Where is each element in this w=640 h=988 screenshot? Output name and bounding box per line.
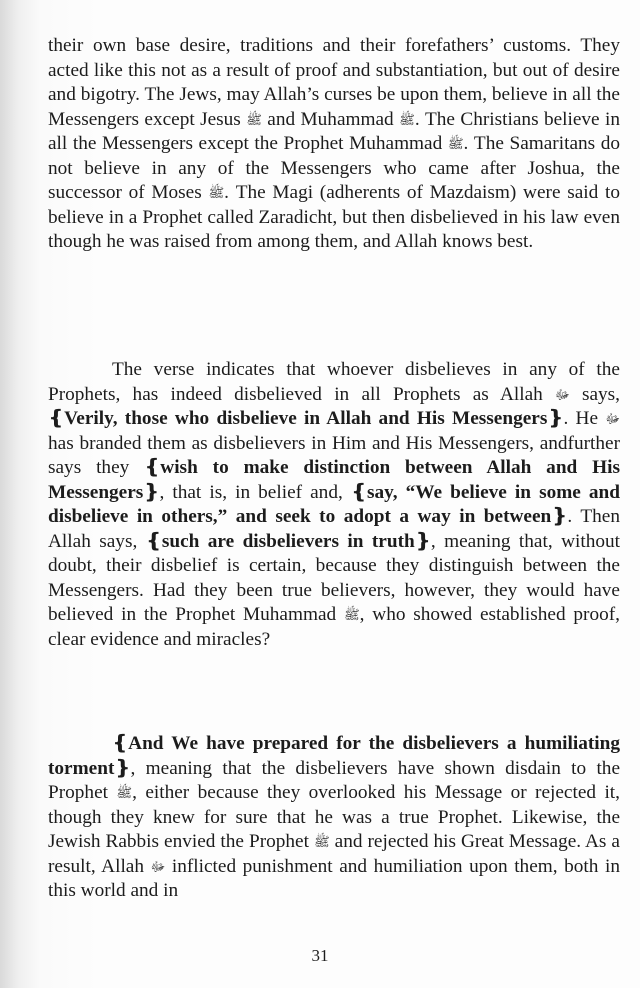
paragraph-1 [48, 34, 620, 255]
quran-verse-quote: ❴And We have prepared for the disbelievers a humiliating torment❵ [48, 733, 620, 779]
text-run: . The Samaritans do not believe in any of the Messengers who came after Joshua, the successor of Moses [48, 133, 620, 203]
honorific-glyph: ﷻ [150, 858, 166, 874]
text-run: . Then Allah says, [48, 506, 620, 552]
text-run: , that is, in belief and, [159, 481, 351, 503]
page-number: 31 [311, 946, 329, 965]
honorific-glyph: ﷺ [208, 185, 225, 200]
honorific-glyph: ﷻ [555, 386, 570, 402]
text-run: , either because they overlooked his Message or rejected it, though they knew for sure that he was a true Prophet. Likewise, the Jewish Rabbis envied the Prophet [48, 782, 620, 852]
text-run: says, [569, 383, 620, 405]
text-run: , who showed established proof, clear evidence and miracles? [48, 604, 620, 650]
honorific-glyph: ﷺ [246, 111, 262, 127]
text-run: and Muhammad [261, 108, 400, 130]
quran-verse-quote: ❴wish to make distinction between Allah and His Messengers❵ [48, 457, 620, 503]
quran-verse-quote: ❴Verily, those who disbelieve in Allah and His Messengers❵ [48, 408, 564, 429]
text-run: has branded them as disbelievers in Him and His Messengers, andfurther says they [48, 432, 620, 478]
text-run: , meaning that, without doubt, their disbelief is certain, because they distinguish between the Messengers. Had they been true believers, however, they would have believed in the Prophet Muhammad [48, 530, 620, 625]
text-run: . He [563, 408, 606, 429]
text-run: . The Magi (adherents of Mazdaism) were said to believe in a Prophet called Zaradicht, but then disbelieved in his law even though he was raised from among them, and Allah knows best. [48, 182, 620, 252]
honorific-glyph: ﷺ [313, 834, 330, 849]
paragraph-3 [48, 732, 620, 904]
text-run: The verse indicates that whoever disbelieves in any of the Prophets, has indeed disbelieved in all Prophets as Allah [48, 359, 620, 405]
honorific-glyph: ﷻ [605, 411, 620, 426]
text-run: , meaning that the disbelievers have shown disdain to the Prophet [48, 757, 620, 803]
text-run: and rejected his Great Message. As a result, Allah [48, 831, 620, 877]
text-run: their own base desire, traditions and their forefathers’ customs. They acted like this not as a result of proof and substantiation, but out of desire and bigotry. The Jews, may Allah’s curses be upon them, believe in all the Messengers except Jesus [48, 35, 620, 130]
honorific-glyph: ﷺ [447, 136, 464, 151]
text-run: . The Christians believe in all the Messengers except the Prophet Muhammad [48, 108, 620, 154]
paragraph-2 [48, 358, 620, 652]
text-run: inflicted punishment and humiliation upon them, both in this world and in [48, 855, 620, 901]
quran-verse-quote: ❴such are disbelievers in truth❵ [145, 530, 431, 552]
honorific-glyph: ﷺ [399, 111, 415, 127]
honorific-glyph: ﷺ [116, 785, 133, 800]
quran-verse-quote: ❴say, “We believe in some and disbelieve in others,” and seek to adopt a way in between❵ [48, 481, 620, 527]
honorific-glyph: ﷺ [343, 607, 360, 622]
